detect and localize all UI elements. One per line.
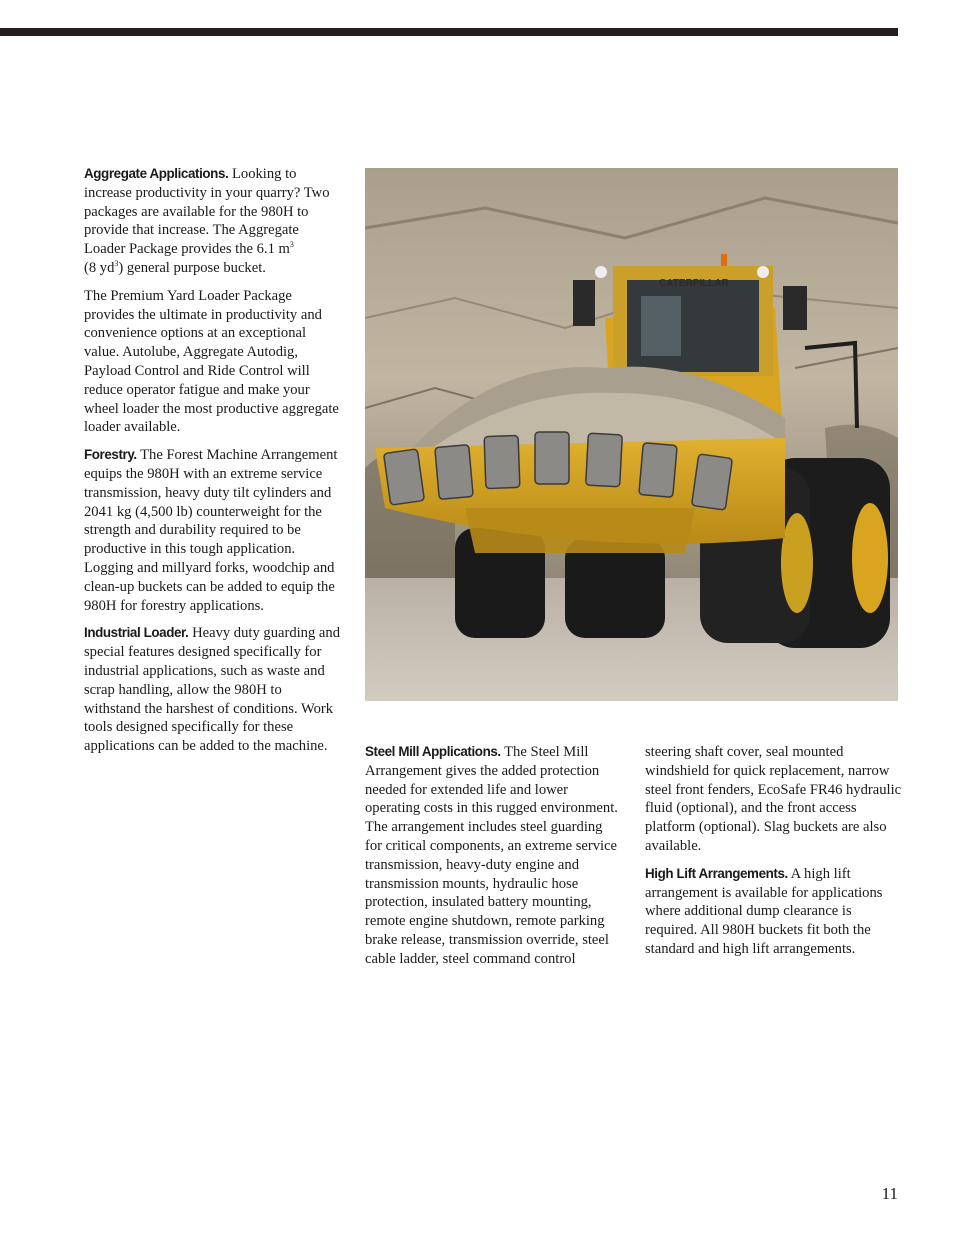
paragraph-industrial: Industrial Loader. Heavy duty guarding and special features designed specifically for industrial applications, such as waste and scrap handling, allow the 980H to withstand the harshest of conditions. Work tools designed specifically for these applications can be added to the machine. [84, 625, 340, 755]
paragraph-forestry: Forestry. The Forest Machine Arrangement equips the 980H with an extreme service transmission, heavy duty tilt cylinders and 2041 kg (4,500 lb) counterweight for the strength and durability required to be productive in this tough application. Logging and millyard forks, woodchip and clean-up buckets can be added to equip the 980H for forestry applications. [84, 447, 338, 614]
wheel-loader-illustration [365, 168, 898, 701]
heading-forestry: Forestry. [84, 447, 137, 463]
heading-aggregate: Aggregate Applications. [84, 166, 229, 181]
paragraph-aggregate: Aggregate Applications. Looking to increase productivity in your quarry? Two packages are available for the 980H to provide that increase. The Aggregate Loader Package provides the 6.1 $m^3$ (8 $yd^3$) general purpose bucket. [84, 166, 330, 276]
paragraph-high-lift: High Lift Arrangements. A high lift arrangement is available for applications where additional dump clearance is required. All 980H buckets fit both the standard and high lift arrangements. [645, 865, 883, 957]
right-column [645, 743, 903, 968]
brand-text: CATERPILLAR [659, 278, 729, 289]
heading-high-lift: High Lift Arrangements. [645, 865, 788, 881]
paragraph-premium: The Premium Yard Loader Package provides the ultimate in productivity and convenience options at an exceptional value. Autolube, Aggregate Autodig, Payload Control and Ride Control will reduce operator fatigue and make your wheel loader the most productive aggregate loader available. [84, 287, 339, 436]
paragraph-steel-mill-continued: steering shaft cover, seal mounted windshield for quick replacement, narrow steel front fenders, EcoSafe FR46 hydraulic fluid (optional), and the front access platform (optional). Slag buckets are also available. [645, 744, 902, 854]
paragraph-steel-mill: Steel Mill Applications. The Steel Mill Arrangement gives the added protection needed for extended life and lower operating costs in this rugged environment. The arrangement includes steel guarding for critical components, an extreme service transmission, heavy-duty engine and transmission mounts, hydraulic hose protection, insulated battery mounting, remote engine shutdown, remote parking brake release, transmission override, steel cable ladder, steel command control [365, 744, 618, 967]
middle-column [365, 743, 623, 978]
wheel-loader-photo [365, 168, 898, 701]
left-column [84, 165, 340, 765]
heading-steel-mill: Steel Mill Applications. [365, 744, 501, 759]
top-rule [0, 28, 898, 36]
page-number: 11 [881, 1184, 898, 1203]
heading-industrial: Industrial Loader. [84, 625, 189, 641]
